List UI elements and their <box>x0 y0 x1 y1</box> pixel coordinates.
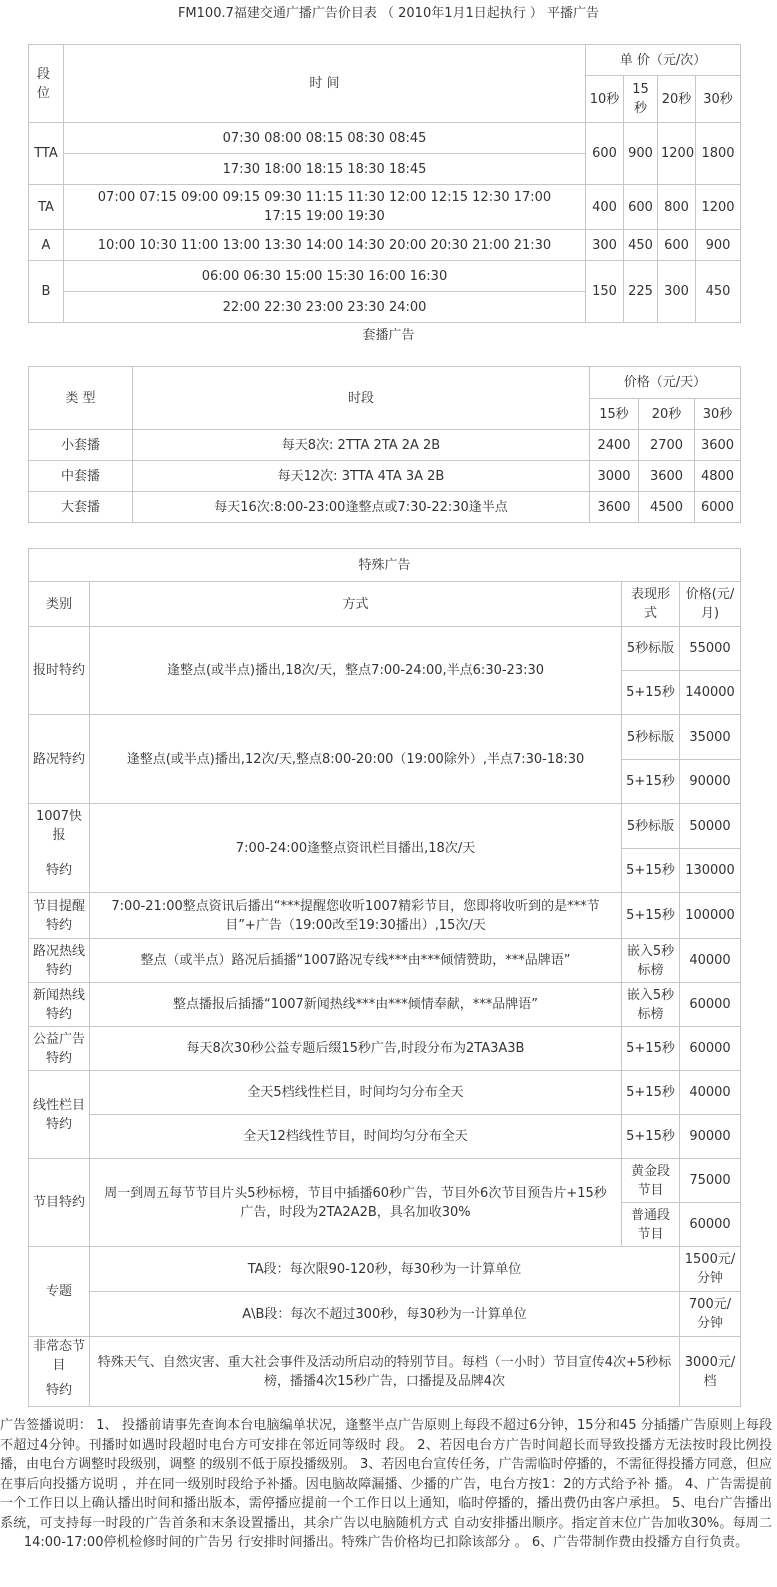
price-cell: 150 <box>586 261 624 323</box>
table-row <box>29 461 741 492</box>
form-cell: 5+15秒 <box>622 893 680 939</box>
price-cell: 225 <box>624 261 658 323</box>
category-cell: 特约 <box>29 1376 90 1407</box>
package-period: 每天8次: 2TTA 2TA 2A 2B <box>133 430 590 461</box>
price-cell: 2700 <box>639 430 695 461</box>
header-20s: 20秒 <box>658 76 696 123</box>
package-period: 每天16次:8:00-23:00逢整点或7:30-22:30逢半点 <box>133 492 590 523</box>
segment-a: A <box>29 230 64 261</box>
price-cell: 900 <box>624 123 658 185</box>
price-cell: 600 <box>624 185 658 230</box>
table-row <box>29 430 741 461</box>
category-cell: 公益广告特约 <box>29 1027 90 1071</box>
time-slots: 07:30 08:00 08:15 08:30 08:45 <box>64 123 586 154</box>
category-cell: 线性栏目特约 <box>29 1071 90 1159</box>
time-slots: 17:30 18:00 18:15 18:30 18:45 <box>64 154 586 185</box>
price-cell: 60000 <box>680 1027 741 1071</box>
price-cell: 60000 <box>680 983 741 1027</box>
price-cell: 4800 <box>695 461 741 492</box>
price-cell: 2400 <box>590 430 639 461</box>
form-cell: 5+15秒 <box>622 849 680 893</box>
price-cell: 35000 <box>680 715 741 760</box>
method-cell: 全天12档线性节目，时间均匀分布全天 <box>90 1115 622 1159</box>
header-daily-price: 价格（元/天） <box>590 367 741 399</box>
header-monthly-price: 价格(元/月) <box>680 582 741 627</box>
price-cell: 700元/分钟 <box>680 1292 741 1337</box>
price-cell: 3600 <box>639 461 695 492</box>
method-cell: 整点（或半点）路况后插播“1007路况专线***由***倾情赞助，***品牌语” <box>90 939 622 983</box>
page-title: FM100.7福建交通广播广告价目表 （ 2010年1月1日起执行 ） 平播广告 <box>177 6 600 21</box>
form-cell: 5秒标版 <box>622 804 680 849</box>
price-cell: 4500 <box>639 492 695 523</box>
category-cell: 节目提醒特约 <box>29 893 90 939</box>
method-cell: A\B段：每次不超过300秒，每30秒为一计算单位 <box>90 1292 680 1337</box>
header-method: 方式 <box>90 582 622 627</box>
header-15s: 15秒 <box>624 76 658 123</box>
price-cell: 130000 <box>680 849 741 893</box>
method-cell: 逢整点(或半点)播出,12次/天,整点8:00-20:00（19:00除外）,半点7:30-18:30 <box>90 715 622 804</box>
price-cell: 800 <box>658 185 696 230</box>
price-cell: 100000 <box>680 893 741 939</box>
segment-b: B <box>29 261 64 323</box>
header-30s: 30秒 <box>696 76 741 123</box>
price-cell: 1500元/分钟 <box>680 1247 741 1292</box>
header-unit-price: 单 价（元/次） <box>586 45 741 76</box>
special-ad-title: 特殊广告 <box>29 549 741 582</box>
price-cell: 50000 <box>680 804 741 849</box>
header-30s: 30秒 <box>695 399 741 430</box>
header-20s: 20秒 <box>639 399 695 430</box>
time-slots: 07:00 07:15 09:00 09:15 09:30 11:15 11:30 12:00 12:15 12:30 17:00 17:15 19:00 19:30 <box>64 185 586 230</box>
method-cell: 每天8次30秒公益专题后缀15秒广告,时段分布为2TA3A3B <box>90 1027 622 1071</box>
header-10s: 10秒 <box>586 76 624 123</box>
method-cell: 特殊天气、自然灾害、重大社会事件及活动所启动的特别节目。每档（一小时）节目宣传4次+5秒标榜，播播4次15秒广告，口播提及品牌4次 <box>90 1337 680 1407</box>
category-cell: 路况热线特约 <box>29 939 90 983</box>
form-cell: 5+15秒 <box>622 1071 680 1115</box>
method-cell: 周一到周五每节节目片头5秒标榜，节目中插播60秒广告，节目外6次节目预告片+15秒广告，时段为2TA2A2B，具名加收30% <box>90 1159 622 1247</box>
price-cell: 600 <box>586 123 624 185</box>
category-cell: 专题 <box>29 1247 90 1337</box>
price-cell: 1200 <box>696 185 741 230</box>
header-category: 类别 <box>29 582 90 627</box>
price-cell: 6000 <box>695 492 741 523</box>
price-cell: 90000 <box>680 1115 741 1159</box>
header-period: 时段 <box>133 367 590 430</box>
time-slots: 22:00 22:30 23:00 23:30 24:00 <box>64 292 586 323</box>
price-cell: 300 <box>586 230 624 261</box>
form-cell: 5秒标版 <box>622 715 680 760</box>
price-cell: 140000 <box>680 671 741 715</box>
ad-placement-notes: 广告签播说明： 1、 投播前请事先查询本台电脑编单状况，逢整半点广告原则上每段不超过6分钟，15分和45 分插播广告原则上每段不超过4分钟。刊播时如遇时段超时电台方可安排在邻近同等级时 段。 2、若因电台方广告时间超长而导致投播方无法按时段比例投播，由电台方调整时段级别，调整 的级别不低于原投播级别。 3、若因电台宣传任务，广告需临时停播的，不需征得投播方同意，但应在事后向投播方说明 ，并在同一级别时段给予补播。因电脑故障漏播、少播的广告，电台方按1：2的方式给予补 播。 4、广告需提前一个工作日以上确认播出时间和播出版本，需停播应提前一个工作日以上通知，临时停播的，播出费仍由客户承担。 5、电台广告播出系统，可支持每一时段的广告首条和末条设置播出，其余广告以电脑随机方式 自动安排播出顺序。指定首末位广告加收30%。每周二14:00-17:00停机检修时间的广告另 行安排时间播出。特殊广告价格均已扣除该部分 。 6、广告带制作费由投播方自行负责。 <box>0 1418 772 1550</box>
price-cell: 3000元/档 <box>680 1337 741 1407</box>
method-cell: TA段：每次限90-120秒，每30秒为一计算单位 <box>90 1247 680 1292</box>
price-cell: 1200 <box>658 123 696 185</box>
form-cell: 5+15秒 <box>622 1115 680 1159</box>
price-cell: 1800 <box>696 123 741 185</box>
form-cell: 5+15秒 <box>622 671 680 715</box>
price-cell: 3600 <box>695 430 741 461</box>
header-15s: 15秒 <box>590 399 639 430</box>
category-cell: 新闻热线特约 <box>29 983 90 1027</box>
form-cell: 嵌入5秒标榜 <box>622 939 680 983</box>
package-type: 大套播 <box>29 492 133 523</box>
special-ad-price-table <box>28 548 741 1407</box>
package-type: 小套播 <box>29 430 133 461</box>
price-cell: 450 <box>624 230 658 261</box>
form-cell: 5+15秒 <box>622 760 680 804</box>
category-cell: 1007快报 <box>29 804 90 849</box>
form-cell: 普通段节目 <box>622 1203 680 1247</box>
price-cell: 40000 <box>680 939 741 983</box>
time-slots: 06:00 06:30 15:00 15:30 16:00 16:30 <box>64 261 586 292</box>
method-cell: 全天5档线性栏目，时间均匀分布全天 <box>90 1071 622 1115</box>
price-cell: 60000 <box>680 1203 741 1247</box>
time-slots: 10:00 10:30 11:00 13:00 13:30 14:00 14:30 20:00 20:30 21:00 21:30 <box>64 230 586 261</box>
category-cell: 特约 <box>29 849 90 893</box>
package-period: 每天12次: 3TTA 4TA 3A 2B <box>133 461 590 492</box>
segment-tta: TTA <box>29 123 64 185</box>
package-ad-caption: 套播广告 <box>362 328 415 343</box>
price-cell: 450 <box>696 261 741 323</box>
price-cell: 75000 <box>680 1159 741 1203</box>
price-cell: 3600 <box>590 492 639 523</box>
header-form: 表现形式 <box>622 582 680 627</box>
header-time: 时 间 <box>64 45 586 123</box>
price-cell: 300 <box>658 261 696 323</box>
category-cell: 报时特约 <box>29 627 90 715</box>
header-segment: 段位 <box>29 45 64 123</box>
method-cell: 整点播报后插播“1007新闻热线***由***倾情奉献，***品牌语” <box>90 983 622 1027</box>
segment-ta: TA <box>29 185 64 230</box>
form-cell: 5秒标版 <box>622 627 680 671</box>
package-type: 中套播 <box>29 461 133 492</box>
price-cell: 90000 <box>680 760 741 804</box>
price-cell: 40000 <box>680 1071 741 1115</box>
category-cell: 非常态节目 <box>29 1337 90 1376</box>
header-type: 类 型 <box>29 367 133 430</box>
price-cell: 600 <box>658 230 696 261</box>
form-cell: 5+15秒 <box>622 1027 680 1071</box>
price-cell: 3000 <box>590 461 639 492</box>
method-cell: 7:00-21:00整点资讯后播出“***提醒您收听1007精彩节目，您即将收听到的是***节目”+广告（19:00改至19:30播出）,15次/天 <box>90 893 622 939</box>
flat-ad-price-table <box>28 44 741 323</box>
category-cell: 节目特约 <box>29 1159 90 1247</box>
method-cell: 逢整点(或半点)播出,18次/天，整点7:00-24:00,半点6:30-23:30 <box>90 627 622 715</box>
price-cell: 900 <box>696 230 741 261</box>
form-cell: 黄金段节目 <box>622 1159 680 1203</box>
table-row <box>29 492 741 523</box>
category-cell: 路况特约 <box>29 715 90 804</box>
package-ad-price-table <box>28 366 741 523</box>
method-cell: 7:00-24:00逢整点资讯栏目播出,18次/天 <box>90 804 622 893</box>
form-cell: 嵌入5秒标榜 <box>622 983 680 1027</box>
price-cell: 400 <box>586 185 624 230</box>
price-cell: 55000 <box>680 627 741 671</box>
